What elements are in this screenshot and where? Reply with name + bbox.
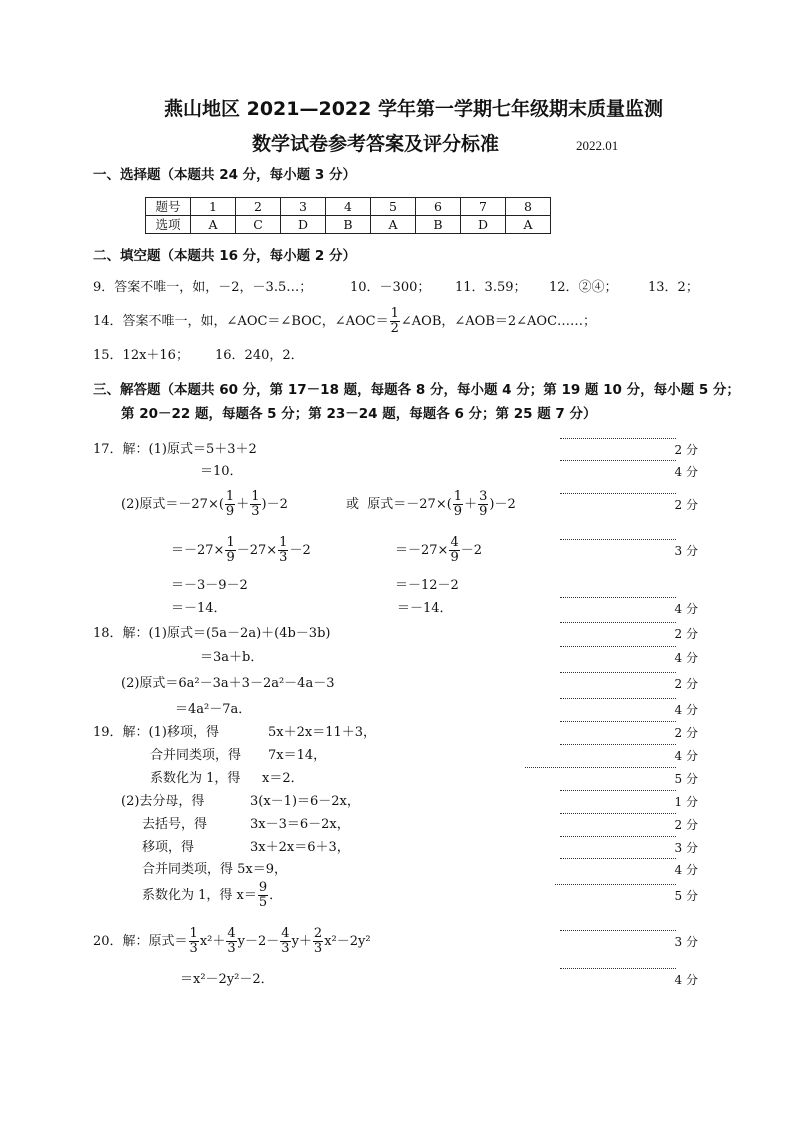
q19-line2-eq: 7x＝14，: [268, 748, 327, 763]
q17-line3-alt: 或 原式＝－27×( $\frac{1}{9}$ ＋ $\frac{3}{9}$ )－2: [346, 489, 516, 519]
q17-line5: ＝－3－9－2: [171, 578, 248, 593]
table-cell: C: [236, 216, 281, 234]
table-header-cell: 选项: [146, 216, 191, 234]
q19-line3: 系数化为 1，得: [150, 771, 241, 786]
q17-line1: 17．解：(1)原式＝5＋3＋2: [93, 442, 257, 457]
table-cell: A: [371, 216, 416, 234]
answer-q12: 12．②④；: [549, 280, 618, 295]
table-cell: D: [461, 216, 506, 234]
answer-q13: 13．2；: [648, 280, 699, 295]
table-row: [146, 216, 551, 234]
q14-text-b: ∠AOB，∠AOB＝2∠AOC……；: [400, 314, 597, 329]
exam-date: 2022.01: [576, 138, 619, 153]
q17-line2: ＝10．: [200, 464, 243, 479]
table-cell: 2: [236, 198, 281, 216]
table-cell: 8: [506, 198, 551, 216]
answer-q16: 16．240，2．: [215, 348, 304, 363]
q19-line3-eq: x＝2．: [262, 771, 304, 786]
section-2-heading: 二、填空题（本题共 16 分，每小题 2 分）: [93, 248, 356, 264]
fraction: $\frac{1}{2}$: [390, 306, 399, 336]
answer-q10: 10．－300；: [350, 280, 431, 295]
q17-line6: ＝－14．: [171, 601, 227, 616]
table-cell: 7: [461, 198, 506, 216]
q19-line5-eq: 3x－3＝6－2x，: [250, 817, 350, 832]
q19-line8: 系数化为 1，得 x＝ $\frac{9}{5}$ ．: [142, 880, 283, 910]
q19-line6-eq: 3x＋2x＝6＋3，: [250, 840, 350, 855]
page-title: 燕山地区 2021—2022 学年第一学期七年级期末质量监测: [164, 98, 663, 120]
q17-line3: (2)原式＝－27×( $\frac{1}{9}$ ＋ $\frac{1}{3}$ )－2: [121, 489, 288, 519]
q20-line2: ＝x²－2y²－2．: [180, 972, 274, 987]
table-cell: 3: [281, 198, 326, 216]
q18-line3: (2)原式＝6a²－3a＋3－2a²－4a－3: [121, 676, 335, 691]
q17-line6-alt: ＝－14．: [397, 601, 453, 616]
table-cell: B: [326, 216, 371, 234]
q18-line2: ＝3a＋b．: [200, 650, 264, 665]
q19-line7: 合并同类项，得 5x＝9，: [142, 862, 288, 877]
q17-line4: ＝－27× $\frac{1}{9}$ －27× $\frac{1}{3}$ －2: [171, 535, 311, 565]
q18-line4: ＝4a²－7a．: [175, 702, 252, 717]
table-cell: 6: [416, 198, 461, 216]
q17-line4-alt: ＝－27× $\frac{4}{9}$ －2: [395, 535, 482, 565]
q19-line6: 移项，得: [142, 840, 195, 855]
q17-line5-alt: ＝－12－2: [395, 578, 459, 593]
answer-q14: [93, 305, 596, 339]
table-header-cell: 题号: [146, 198, 191, 216]
table-cell: D: [281, 216, 326, 234]
answer-q11: 11．3.59；: [455, 280, 527, 295]
page-subtitle: 数学试卷参考答案及评分标准: [252, 133, 500, 155]
section-3-heading-cont: 第 20－22 题，每题各 5 分；第 23－24 题，每题各 6 分；第 25 题 7 分）: [121, 406, 597, 422]
section-3-heading: 三、解答题（本题共 60 分，第 17－18 题，每题各 8 分，每小题 4 分；第 19 题 10 分，每小题 5 分；: [93, 382, 740, 398]
section-1-heading: 一、选择题（本题共 24 分，每小题 3 分）: [93, 167, 356, 183]
table-cell: 5: [371, 198, 416, 216]
q19-line5: 去括号，得: [142, 817, 208, 832]
answer-table: [145, 197, 551, 234]
table-cell: B: [416, 216, 461, 234]
table-cell: A: [506, 216, 551, 234]
q19-line2: 合并同类项，得: [150, 748, 242, 763]
table-row: [146, 198, 551, 216]
answer-q9: 9．答案不唯一，如，－2，－3.5…；: [93, 280, 313, 295]
answer-q15: 15．12x＋16；: [93, 348, 189, 363]
q20-line1: 20．解：原式＝ $\frac{1}{3}$ x²＋ $\frac{4}{3}$ y－2－ $\frac{4}{3}$ y＋ $\frac{2}{3}$ x²－2y²: [93, 926, 371, 956]
q19-line4: (2)去分母，得: [121, 794, 205, 809]
q19-line1: 19．解：(1)移项，得: [93, 725, 219, 740]
table-cell: A: [191, 216, 236, 234]
q19-line4-eq: 3(x－1)＝6－2x，: [250, 794, 360, 809]
q14-text-a: 14．答案不唯一，如，∠AOC＝∠BOC，∠AOC＝: [93, 314, 389, 329]
table-cell: 4: [326, 198, 371, 216]
q18-line1: 18．解：(1)原式＝(5a－2a)＋(4b－3b): [93, 626, 331, 641]
table-cell: 1: [191, 198, 236, 216]
q19-line1-eq: 5x＋2x＝11＋3，: [268, 725, 377, 740]
